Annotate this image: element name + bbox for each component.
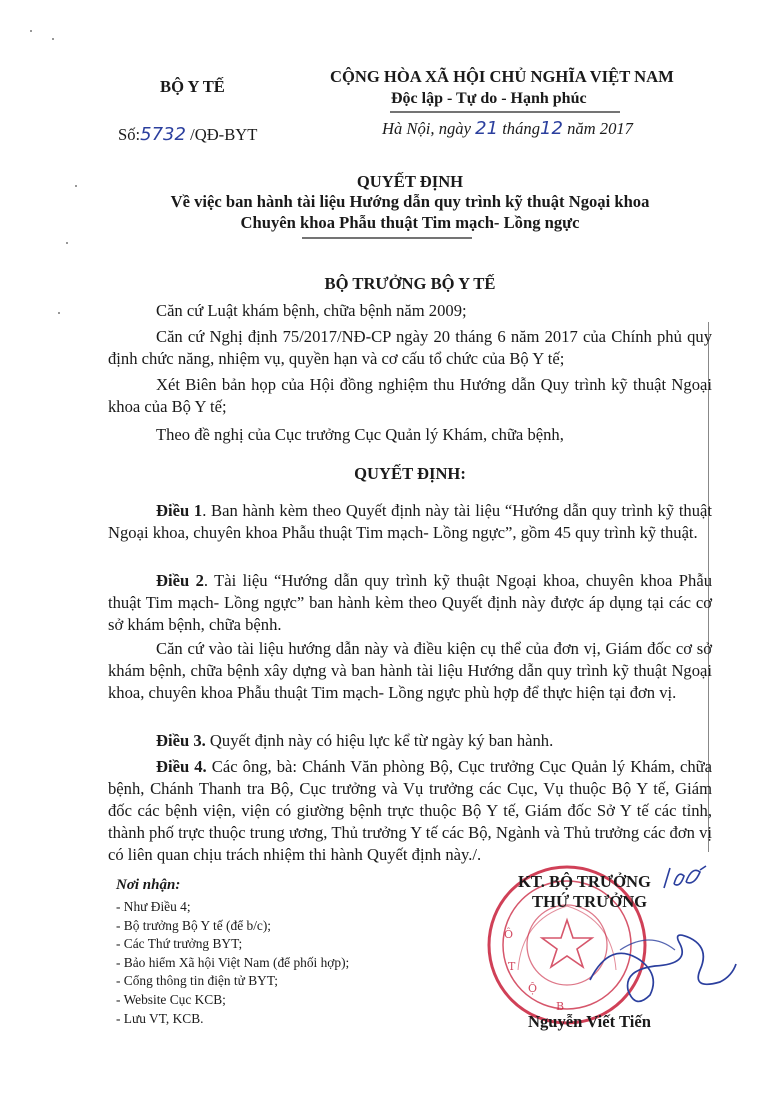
initials-mark (660, 862, 710, 896)
basis-paragraph: Căn cứ Luật khám bệnh, chữa bệnh năm 2009; (156, 301, 467, 320)
article-3: Điều 3. Quyết định này có hiệu lực kể từ ngày ký ban hành. (156, 731, 554, 750)
decision-title: QUYẾT ĐỊNH (356, 172, 464, 191)
article-2-extra: Căn cứ vào tài liệu hướng dẫn này và điều kiện cụ thể của đơn vị, Giám đốc cơ sở khám bệnh, chữa bệnh xây dựng và ban hành tài liệu Hướng dẫn quy trình kỹ thuật Ngoại khoa, chuyên khoa Phẫu thuật Tim mạch- Lồng ngực phù hợp để thực hiện tại đơn vị. (108, 639, 712, 702)
date-month: 12 (540, 118, 563, 139)
decision-subject-line2: Chuyên khoa Phẫu thuật Tim mạch- Lồng ngực (240, 213, 580, 232)
recipients-list (116, 898, 349, 1028)
basis-paragraph: Theo đề nghị của Cục trưởng Cục Quản lý Khám, chữa bệnh, (156, 425, 564, 444)
decision-subject-line1: Về việc ban hành tài liệu Hướng dẫn quy trình kỹ thuật Ngoại khoa (170, 192, 650, 211)
signature-on-behalf: KT. BỘ TRƯỞNG (518, 872, 651, 891)
svg-text:B: B (556, 1000, 565, 1013)
date-day: 21 (475, 118, 499, 139)
number-prefix: Số: (118, 125, 141, 144)
svg-text:Ộ: Ộ (528, 982, 538, 995)
list-item: - Lưu VT, KCB. (116, 1010, 204, 1026)
scan-speck (58, 312, 60, 314)
date-month-word: tháng (502, 119, 540, 138)
list-item: - Cổng thông tin điện tử BYT; (116, 973, 278, 989)
issue-date (382, 118, 633, 139)
svg-text:Ô: Ô (504, 928, 514, 941)
date-year: năm 2017 (567, 119, 633, 138)
basis-paragraph: Căn cứ Nghị định 75/2017/NĐ-CP ngày 20 tháng 6 năm 2017 của Chính phủ quy định chức năng, nhiệm vụ, quyền hạn và cơ cấu tổ chức của Bộ Y tế; (108, 327, 712, 368)
number-suffix: /QĐ-BYT (190, 125, 258, 144)
motto-underline (390, 110, 620, 114)
authority-heading: BỘ TRƯỞNG BỘ Y TẾ (324, 274, 496, 293)
recipients-title: Nơi nhận: (116, 877, 181, 893)
list-item: - Bảo hiểm Xã hội Việt Nam (để phối hợp); (116, 954, 350, 970)
scan-speck (66, 242, 68, 244)
svg-text:T: T (508, 960, 516, 973)
republic-name: CỘNG HÒA XÃ HỘI CHỦ NGHĨA VIỆT NAM (330, 67, 674, 86)
signatory-name: Nguyễn Viết Tiến (528, 1012, 651, 1031)
number-handwritten: 5732 (140, 124, 186, 145)
scan-speck (75, 185, 77, 187)
scan-speck (52, 38, 54, 40)
article-2: Điều 2. Tài liệu “Hướng dẫn quy trình kỹ thuật Ngoại khoa, chuyên khoa Phẫu thuật Tim mạch- Lồng ngực” ban hành kèm theo Quyết định này được áp dụng tại các cơ sở khám bệnh, chữa bệnh. (108, 571, 712, 634)
article-1: Điều 1. Ban hành kèm theo Quyết định này tài liệu “Hướng dẫn quy trình kỹ thuật Ngoại khoa, chuyên khoa Phẫu thuật Tim mạch- Lồng ngực”, gồm 45 quy trình kỹ thuật. (108, 501, 712, 542)
ministry-name: BỘ Y TẾ (160, 77, 225, 96)
list-item: - Website Cục KCB; (116, 991, 226, 1007)
list-item: - Như Điều 4; (116, 899, 191, 914)
scan-speck (30, 30, 32, 32)
title-underline (302, 236, 472, 240)
signature-position: THỨ TRƯỞNG (532, 892, 648, 911)
list-item: - Bộ trưởng Bộ Y tế (để b/c); (116, 917, 272, 933)
decision-heading: QUYẾT ĐỊNH: (354, 464, 466, 483)
date-prefix: Hà Nội, ngày (382, 119, 471, 138)
handwritten-signature (580, 920, 740, 1015)
motto: Độc lập - Tự do - Hạnh phúc (391, 90, 587, 107)
basis-paragraph: Xét Biên bản họp của Hội đồng nghiệm thu Hướng dẫn Quy trình kỹ thuật Ngoại khoa của Bộ Y tế; (108, 375, 712, 416)
list-item: - Các Thứ trưởng BYT; (116, 936, 243, 952)
document-number (118, 124, 257, 145)
article-4: Điều 4. Các ông, bà: Chánh Văn phòng Bộ, Cục trưởng Cục Quản lý Khám, chữa bệnh, Chánh Thanh tra Bộ, Cục trưởng và Vụ trưởng các Cục, Vụ thuộc Bộ Y tế, Giám đốc các bệnh viện, viện có giường bệnh trực thuộc Bộ Y tế, Giám đốc Sở Y tế các tỉnh, thành phố trực thuộc trung ương, Thủ trưởng Y tế các Bộ, Ngành và Thủ trưởng các đơn vị có liên quan chịu trách nhiệm thi hành Quyết định này./. (108, 757, 712, 864)
